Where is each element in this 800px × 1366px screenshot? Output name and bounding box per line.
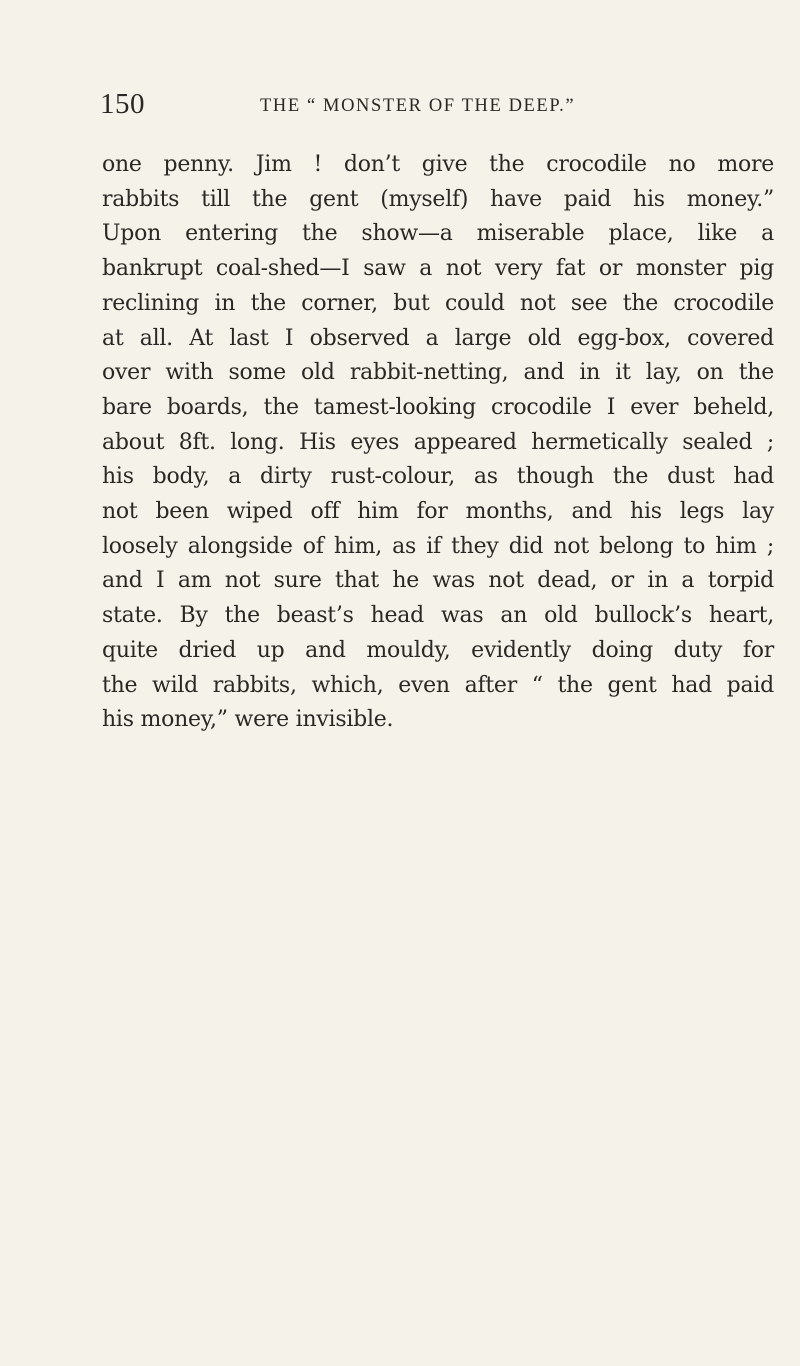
text-line: one penny. Jim ! don’t give the crocodile no more xyxy=(102,152,774,177)
page-number: 150 xyxy=(100,88,145,120)
text-line: not been wiped off him for months, and his legs lay xyxy=(102,499,774,525)
text-line: his money,” were invisible. xyxy=(102,707,394,733)
text-line: at all. At last I observed a large old egg-box, covered xyxy=(102,325,774,351)
text-line: loosely alongside of him, as if they did not belong to him ; xyxy=(102,533,774,559)
text-line: rabbits till the gent (myself) have paid his money.” xyxy=(102,186,774,212)
text-line: over with some old rabbit-netting, and in it lay, on the xyxy=(102,360,774,386)
running-title: THE “ MONSTER OF THE DEEP.” xyxy=(260,96,576,116)
text-line: Upon entering the show—a miserable place, like a xyxy=(102,221,774,247)
text-line: bare boards, the tamest-looking crocodile I ever beheld, xyxy=(102,394,774,420)
running-head xyxy=(100,82,770,126)
text-line: reclining in the corner, but could not see the crocodile xyxy=(102,290,774,316)
text-line: about 8ft. long. His eyes appeared hermetically sealed ; xyxy=(102,429,774,455)
body-paragraph xyxy=(102,148,774,738)
text-line: quite dried up and mouldy, evidently doing duty for xyxy=(102,637,774,663)
text-line: bankrupt coal-shed—I saw a not very fat or monster pig xyxy=(102,256,774,282)
text-line: his body, a dirty rust-colour, as though the dust had xyxy=(102,464,774,490)
text-line: the wild rabbits, which, even after “ the gent had paid xyxy=(102,672,774,698)
text-line: state. By the beast’s head was an old bullock’s heart, xyxy=(102,603,774,629)
text-line: and I am not sure that he was not dead, or in a torpid xyxy=(102,568,774,594)
